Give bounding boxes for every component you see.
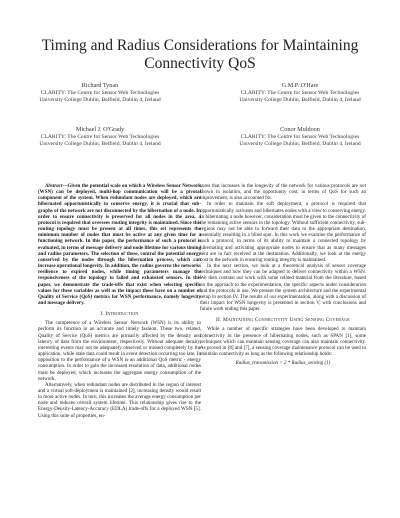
- intro-paragraph-2: Alternatively, when redundant nodes are distributed in the region of interest and a virtual soft-deployment is maintained [2], increasing density would result in more active nodes. In turn, this increases the average energy consumption per node and reduces overall system lifetime. This relationship gives rise to the Energy-Density-Latency-Accuracy (EDLA) trade-offs for a deployed WSN [5]. Using this suite of properties, en-: [38, 381, 201, 419]
- author-name: Conor Muldoon: [280, 126, 320, 133]
- paper-title: Timing and Radius Considerations for Maintaining Connectivity QoS: [41, 37, 359, 72]
- author-block-4: [200, 126, 400, 148]
- author-affiliation: CLARITY: The Centre for Sensor Web Technologies: [240, 90, 360, 96]
- abstract-text: —Given the potential scale on which a Wireless Sensor Network (WSN) can be deployed, multi-hop communication will be a pivotal component of the system. When redundant nodes are deployed, which are hibernated opportunistically to conserve energy, it is crucial that sub-graphs of the network are not disconnected by the hibernation of a node. In order to ensure connectivity is preserved for all nodes in the area, a protocol is required that oversees routing integrity is maintained. Since this routing topology must be present at all times, this set represents the minimum number of nodes that must be active at any given time for a functioning network. In this paper, the performance of such a protocol is evaluated, in terms of message delivery and node lifetime for various timing and radius parameters. The selection of these, control the potential energy conserved by the nodes through the hibernation process, which can increase operational longevity. In addition, the radius governs the networks resilience to expired nodes, while timing parameters manage the responsiveness of the topology to failed and exhausted sensors. In this paper, we demonstrate the trade-offs that exist when selecting specific values for these variables as well as the impact these have on a number of Quality of Service (QoS) metrics for WSN performance, namely longevity and message delivery.: [38, 183, 201, 306]
- author-block-2: [200, 82, 400, 104]
- intro-paragraph-1: The competence of a Wireless Sensor Network (WSN) is its ability to perform its function in an accurate and timely fashion. These two, related, Quality of Service (QoS) metrics are primarily affected by the density and latency of data from the environment, respectively. Without adequate density, interesting events may not be adequately observed or missed completely by the application, while stale data could result in event detection occurring too late. In opposition to the performance of a WSN is an additional QoS metric - energy consumption. In order to gain the increased resolution of data, additional nodes must be deployed, which increases the aggregate energy consumption of the network.: [38, 320, 201, 382]
- abstract: [38, 183, 201, 306]
- section2-paragraph-1: While a number of specific strategies have been developed to maintain connectivity in the presence of hibernating nodes, such as SPAN [1], some techniques which can maintain sensing coverage can also maintain connectivity. As proved in [8] and [7], a sensing coverage maintenance protocol can be used to maintain connectivity as long as the following relationship holds:: [200, 326, 366, 358]
- author-affiliation: CLARITY: The Centre for Sensor Web Technologies: [40, 90, 160, 96]
- author-block-3: [0, 126, 200, 148]
- right-paragraph-1: sures that increases in the longevity of the network for various protocols are not shown in isolation, and the opportunity cost, in terms of QoS for such an improvement, is also accounted for.: [200, 183, 366, 202]
- author-institution: University College Dublin, Belfield, Dublin 4, Ireland: [39, 97, 161, 103]
- author-affiliation: CLARITY: The Centre for Sensor Web Technologies: [40, 134, 160, 140]
- author-affiliation: CLARITY: The Centre for Sensor Web Technologies: [240, 134, 360, 140]
- right-paragraph-2: In order to maintain the soft deployment, a protocol is required that opportunistically activates and hibernates nodes with a view to conserving energy. In hibernating a node however, consideration must be given to the connectivity of the remaining active sensors in the topology. Without sufficient connectivity, sub-regions may not be able to forward their data to the appropriate destination, essentially resulting in a blind spot. In this work we examine the performance of such a protocol, in terms of its ability to maintain a connected topology by hibernating and activating appropriate nodes to ensure that as many messages sent are in fact received at the destination. Additionally, we look at the energy cost to the network in ensuring routing integrity is maintained.: [200, 201, 366, 263]
- author-institution: University College Dublin, Belfield, Dublin 4, Ireland: [239, 141, 361, 147]
- author-institution: University College Dublin, Belfield, Dublin 4, Ireland: [39, 141, 161, 147]
- left-column: [38, 183, 201, 419]
- section-heading-connectivity: II. Maintaining Connectivity Using Sensing Coverage: [216, 317, 350, 324]
- abstract-label: Abstract: [45, 183, 63, 189]
- author-name: G.M.P. O'Hare: [281, 82, 319, 89]
- section-heading-introduction: I. Introduction: [100, 311, 139, 318]
- equation-1: Radius_transmission > 2 * Radius_sensing (1): [235, 360, 331, 367]
- author-institution: University College Dublin, Belfield, Dublin 4, Ireland: [239, 97, 361, 103]
- author-name: Michael J. O'Grady: [75, 126, 125, 133]
- author-name: Richard Tynan: [81, 82, 119, 89]
- author-block-1: [0, 82, 200, 104]
- right-paragraph-3: In the next section, we look at a theoretical analysis of sensor coverage techniques and how they can be adapted to deliver connectivity within a WSN. We then contrast our work with some related material from the literature, based on the approach to the experimentation, the specific aspects under consideration and the protocols in use. We present the system architecture and the experimental setup in section IV. The results of our experimentation, along with a discussion of their impact for WSN longevity is presented in section V, with conclusions and future work ending this paper.: [200, 263, 366, 313]
- right-column: [200, 183, 366, 366]
